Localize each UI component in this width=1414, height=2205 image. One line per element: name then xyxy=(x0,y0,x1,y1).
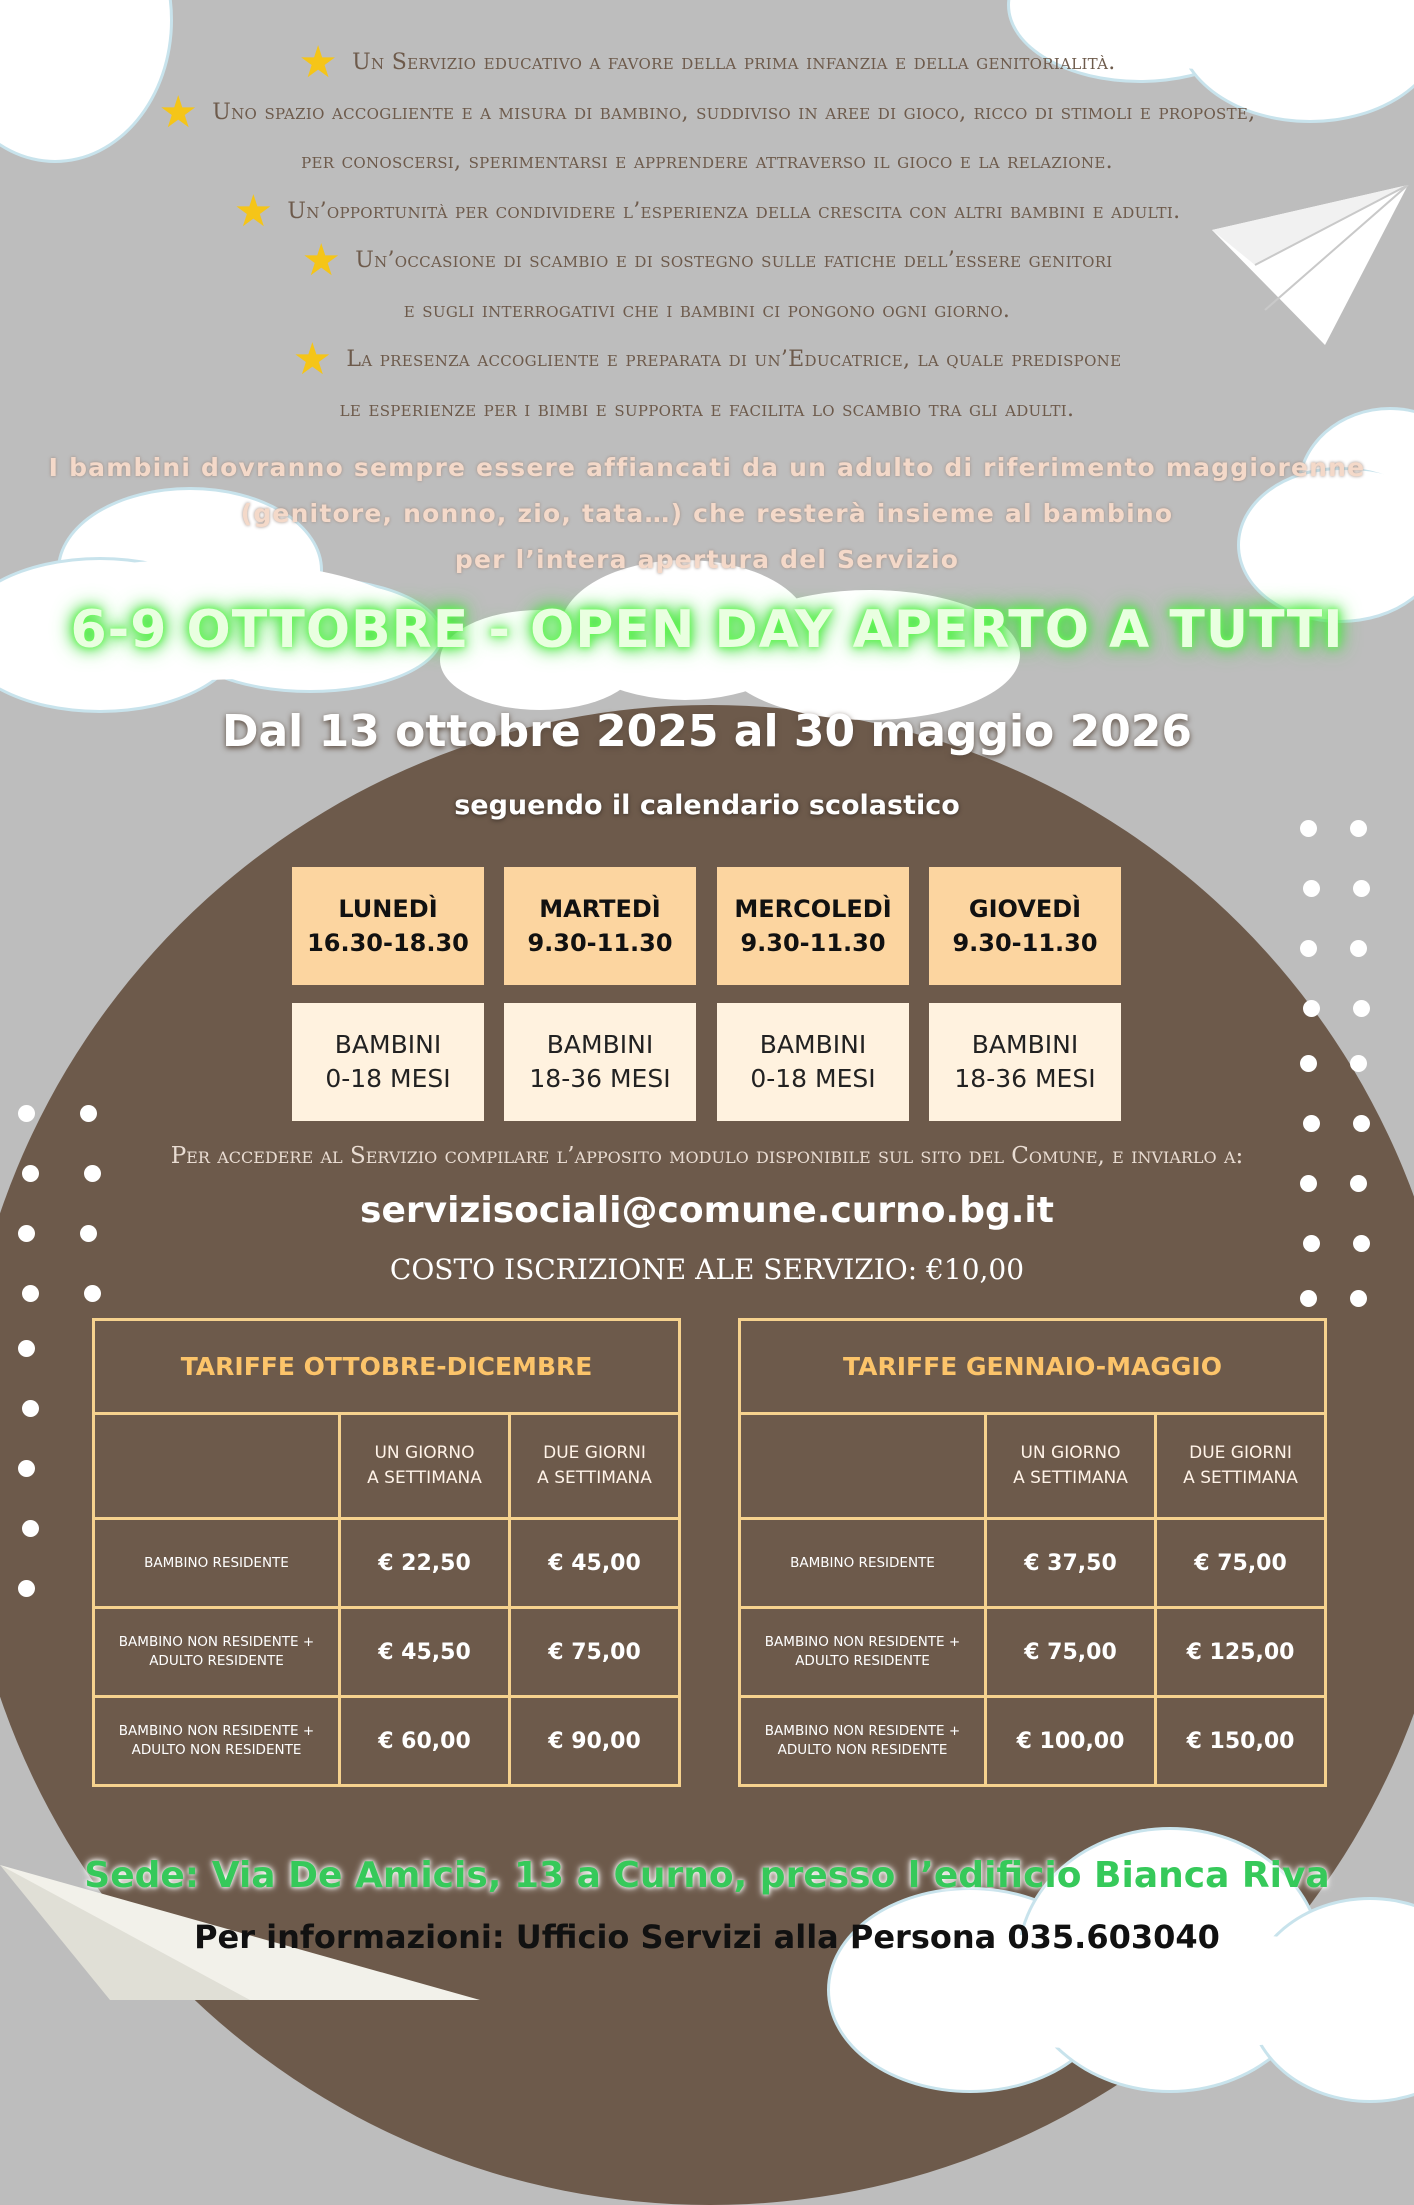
one-day-header: UN GIORNO A SETTIMANA xyxy=(986,1414,1156,1519)
contact-email-link[interactable]: servizisociali@comune.curno.bg.it xyxy=(360,1190,1054,1231)
day-time: 16.30-18.30 xyxy=(307,929,469,957)
notice-line-2: (genitore, nonno, zio, tata…) che resterà insieme al bambino xyxy=(240,499,1174,528)
row-label: BAMBINO NON RESIDENTE + ADULTO NON RESIDENTE xyxy=(94,1697,340,1786)
age-box-monday xyxy=(292,1003,484,1121)
bullet-text: per conoscersi, sperimentarsi e apprendere attraverso il gioco e la relazione. xyxy=(301,149,1113,174)
price-one-day: € 37,50 xyxy=(986,1519,1156,1608)
star-icon: ★ xyxy=(301,235,342,286)
day-box-tuesday xyxy=(504,867,696,985)
empty-header-cell xyxy=(740,1414,986,1519)
bullet-text: Uno spazio accogliente e a misura di bambino, suddiviso in aree di gioco, ricco di stimoli e proposte, xyxy=(212,99,1256,125)
row-label: BAMBINO NON RESIDENTE + ADULTO RESIDENTE xyxy=(740,1608,986,1697)
age-group-label: BAMBINI xyxy=(546,1030,654,1059)
notice-line-1: I bambini dovranno sempre essere affiancati da un adulto di riferimento maggiorenne xyxy=(48,453,1366,482)
tariff-title: TARIFFE GENNAIO-MAGGIO xyxy=(740,1320,1326,1414)
age-group-range: 18-36 MESI xyxy=(954,1064,1096,1093)
day-name: LUNEDÌ xyxy=(338,895,438,923)
age-group-label: BAMBINI xyxy=(971,1030,1079,1059)
age-box-tuesday xyxy=(504,1003,696,1121)
age-box-wednesday xyxy=(717,1003,909,1121)
price-one-day: € 22,50 xyxy=(340,1519,510,1608)
row-label: BAMBINO RESIDENTE xyxy=(740,1519,986,1608)
day-name: GIOVEDÌ xyxy=(968,895,1082,923)
bullet-text: Un’occasione di scambio e di sostegno sulle fatiche dell’essere genitori xyxy=(355,248,1113,273)
bullet-text: Un’opportunità per condividere l’esperienza della crescita con altri bambini e adulti. xyxy=(287,198,1181,224)
day-time: 9.30-11.30 xyxy=(952,929,1098,957)
day-box-thursday xyxy=(929,867,1121,985)
price-two-days: € 125,00 xyxy=(1156,1608,1326,1697)
age-group-label: BAMBINI xyxy=(759,1030,867,1059)
tariff-table-oct-dec xyxy=(92,1318,681,1787)
two-days-header: DUE GIORNI A SETTIMANA xyxy=(1156,1414,1326,1519)
notice-line-3: per l’intera apertura del Servizio xyxy=(454,545,960,574)
star-icon: ★ xyxy=(233,185,274,237)
age-group-range: 0-18 MESI xyxy=(325,1064,451,1093)
tariff-table-jan-may xyxy=(738,1318,1327,1787)
price-two-days: € 150,00 xyxy=(1156,1697,1326,1786)
day-name: MERCOLEDÌ xyxy=(734,895,892,923)
bullet-line xyxy=(0,236,1414,286)
bullet-line xyxy=(0,335,1414,385)
two-days-header: DUE GIORNI A SETTIMANA xyxy=(510,1414,680,1519)
star-icon: ★ xyxy=(292,334,333,385)
row-label: BAMBINO RESIDENTE xyxy=(94,1519,340,1608)
age-group-range: 0-18 MESI xyxy=(750,1064,876,1093)
price-two-days: € 45,00 xyxy=(510,1519,680,1608)
bullet-line-continued xyxy=(0,385,1414,435)
price-one-day: € 45,50 xyxy=(340,1608,510,1697)
empty-header-cell xyxy=(94,1414,340,1519)
open-day-headline: 6-9 OTTOBRE - OPEN DAY APERTO A TUTTI xyxy=(70,600,1344,660)
intro-bullet-list xyxy=(0,38,1414,434)
bullet-text: le esperienze per i bimbi e supporta e facilita lo scambio tra gli adulti. xyxy=(339,396,1075,422)
tariff-title: TARIFFE OTTOBRE-DICEMBRE xyxy=(94,1320,680,1414)
calendar-note: seguendo il calendario scolastico xyxy=(454,790,960,821)
price-two-days: € 75,00 xyxy=(510,1608,680,1697)
price-one-day: € 100,00 xyxy=(986,1697,1156,1786)
bullet-line xyxy=(0,38,1414,88)
row-label: BAMBINO NON RESIDENTE + ADULTO RESIDENTE xyxy=(94,1608,340,1697)
day-time: 9.30-11.30 xyxy=(527,929,673,957)
bullet-line-continued xyxy=(0,286,1414,336)
star-icon: ★ xyxy=(298,37,339,88)
registration-cost: COSTO ISCRIZIONE ALE SERVIZIO: €10,00 xyxy=(389,1253,1025,1286)
age-group-range: 18-36 MESI xyxy=(529,1064,671,1093)
age-box-thursday xyxy=(929,1003,1121,1121)
day-time: 9.30-11.30 xyxy=(740,929,886,957)
contact-info: Per informazioni: Ufficio Servizi alla Persona 035.603040 xyxy=(194,1918,1220,1956)
bullet-text: e sugli interrogativi che i bambini ci pongono ogni giorno. xyxy=(403,297,1011,323)
row-label: BAMBINO NON RESIDENTE + ADULTO NON RESIDENTE xyxy=(740,1697,986,1786)
bullet-line-continued xyxy=(0,137,1414,187)
bullet-line xyxy=(0,187,1414,237)
access-instructions: Per accedere al Servizio compilare l’apposito modulo disponibile sul sito del Comune, e inviarlo a: xyxy=(170,1143,1244,1169)
bullet-text: Un Servizio educativo a favore della prima infanzia e della genitorialità. xyxy=(352,50,1116,75)
age-group-label: BAMBINI xyxy=(334,1030,442,1059)
day-box-monday xyxy=(292,867,484,985)
price-one-day: € 60,00 xyxy=(340,1697,510,1786)
period-headline: Dal 13 ottobre 2025 al 30 maggio 2026 xyxy=(221,706,1193,757)
one-day-header: UN GIORNO A SETTIMANA xyxy=(340,1414,510,1519)
price-two-days: € 90,00 xyxy=(510,1697,680,1786)
location-address: Sede: Via De Amicis, 13 a Curno, presso l’edificio Bianca Riva xyxy=(84,1855,1330,1896)
bullet-line xyxy=(0,88,1414,138)
day-name: MARTEDÌ xyxy=(539,895,661,923)
day-box-wednesday xyxy=(717,867,909,985)
bullet-text: La presenza accogliente e preparata di un’Educatrice, la quale predispone xyxy=(346,347,1122,372)
star-icon: ★ xyxy=(158,86,199,138)
price-one-day: € 75,00 xyxy=(986,1608,1156,1697)
price-two-days: € 75,00 xyxy=(1156,1519,1326,1608)
